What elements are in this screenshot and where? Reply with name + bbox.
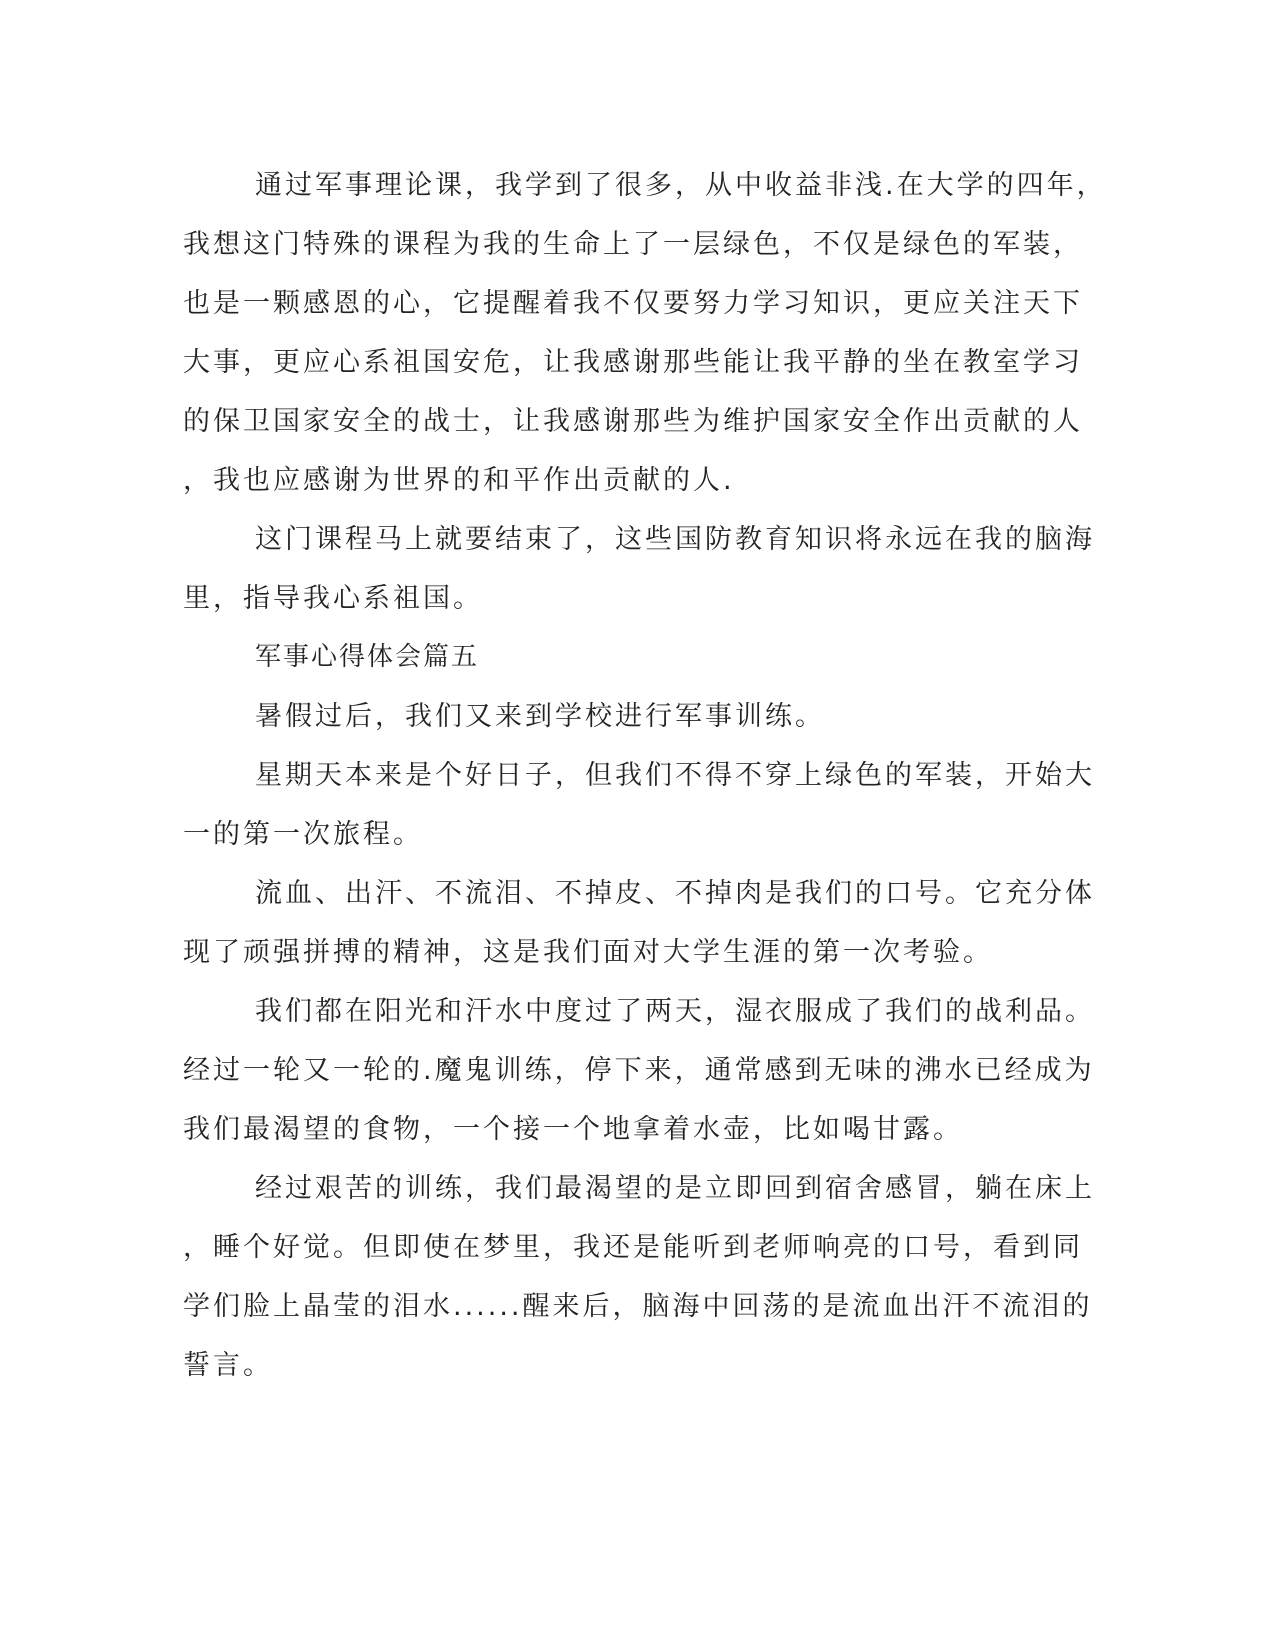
paragraph-line: 这门课程马上就要结束了，这些国防教育知识将永远在我的脑海 — [255, 524, 1095, 555]
paragraph-line: 大事，更应心系祖国安危，让我感谢那些能让我平静的坐在教室学习 — [183, 347, 1083, 378]
paragraph-line: 我想这门特殊的课程为我的生命上了一层绿色，不仅是绿色的军装， — [183, 229, 1083, 260]
paragraph-line: ，睡个好觉。但即使在梦里，我还是能听到老师响亮的口号，看到同 — [183, 1232, 1083, 1263]
paragraph-line: 一的第一次旅程。 — [183, 819, 423, 850]
section-heading: 军事心得体会篇五 — [255, 642, 480, 672]
paragraph-line: 通过军事理论课，我学到了很多，从中收益非浅.在大学的四年， — [255, 170, 1107, 201]
paragraph-line: 经过艰苦的训练，我们最渴望的是立即回到宿舍感冒，躺在床上 — [255, 1173, 1095, 1204]
paragraph-line: 经过一轮又一轮的.魔鬼训练，停下来，通常感到无味的沸水已经成为 — [183, 1055, 1095, 1086]
paragraph-line: 我们最渴望的食物，一个接一个地拿着水壶，比如喝甘露。 — [183, 1114, 963, 1145]
document-body — [183, 163, 1107, 1402]
paragraph-line: 也是一颗感恩的心，它提醒着我不仅要努力学习知识，更应关注天下 — [183, 288, 1083, 319]
paragraph-line: 里，指导我心系祖国。 — [183, 583, 483, 614]
paragraph-line: ，我也应感谢为世界的和平作出贡献的人. — [183, 465, 735, 496]
paragraph-line: 流血、出汗、不流泪、不掉皮、不掉肉是我们的口号。它充分体 — [255, 878, 1095, 909]
paragraph-line: 誓言。 — [183, 1350, 273, 1381]
paragraph-line: 暑假过后，我们又来到学校进行军事训练。 — [255, 701, 825, 732]
paragraph-line: 现了顽强拼搏的精神，这是我们面对大学生涯的第一次考验。 — [183, 937, 993, 968]
paragraph-line: 的保卫国家安全的战士，让我感谢那些为维护国家安全作出贡献的人 — [183, 406, 1083, 437]
paragraph-line: 学们脸上晶莹的泪水......醒来后，脑海中回荡的是流血出汗不流泪的 — [183, 1291, 1093, 1322]
paragraph-line: 星期天本来是个好日子，但我们不得不穿上绿色的军装，开始大 — [255, 760, 1095, 791]
paragraph-line: 我们都在阳光和汗水中度过了两天，湿衣服成了我们的战利品。 — [255, 996, 1095, 1027]
